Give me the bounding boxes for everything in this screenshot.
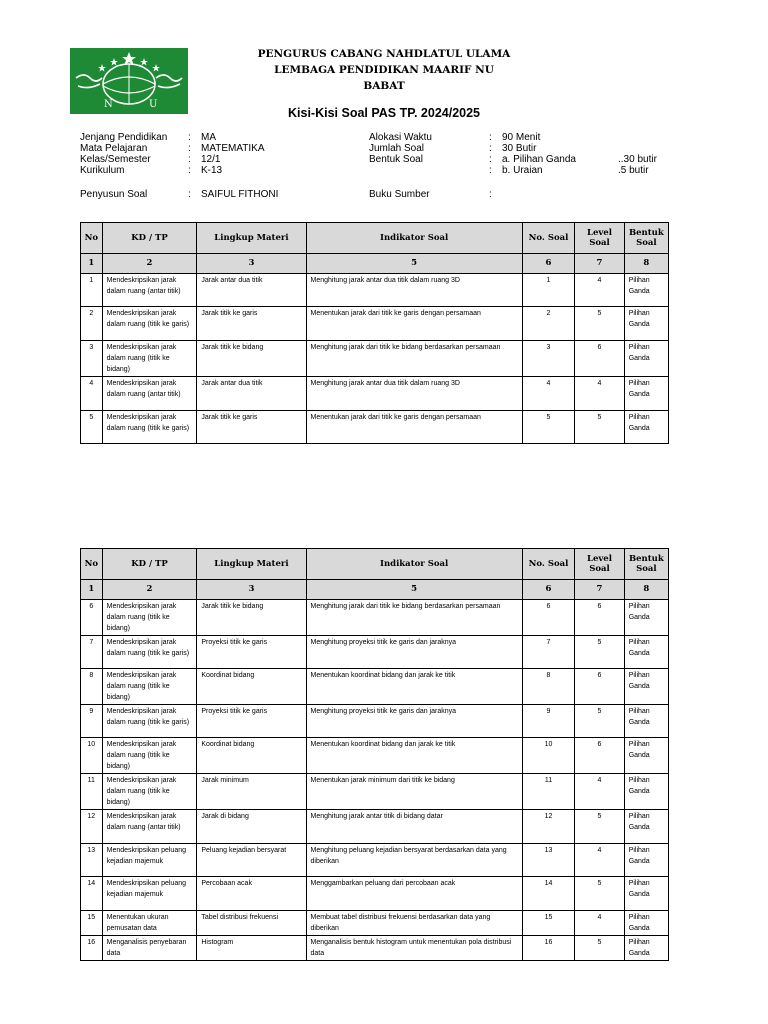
column-header: No. Soal (522, 549, 575, 580)
cell-materi: Percobaan acak (197, 877, 306, 911)
cell-level: 4 (575, 911, 624, 936)
cell-bentuk: Pilihan Ganda (624, 669, 668, 705)
cell-indikator: Menggambarkan peluang dari percobaan acak (306, 877, 522, 911)
column-number: 7 (575, 580, 624, 600)
cell-kd: Mendeskripsikan jarak dalam ruang (titik ke garis) (102, 411, 197, 444)
cell-bentuk: Pilihan Ganda (624, 411, 668, 444)
info-sep: : (489, 132, 492, 143)
cell-kd: Mendeskripsikan jarak dalam ruang (titik ke bidang) (102, 600, 197, 636)
cell-nosoal: 2 (522, 307, 575, 341)
cell-bentuk: Pilihan Ganda (624, 810, 668, 844)
cell-level: 5 (575, 810, 624, 844)
column-number: 3 (197, 254, 306, 274)
cell-bentuk: Pilihan Ganda (624, 600, 668, 636)
column-header: No. Soal (522, 223, 575, 254)
cell-no: 6 (81, 600, 103, 636)
cell-kd: Mendeskripsikan jarak dalam ruang (titik ke garis) (102, 636, 197, 669)
cell-level: 5 (575, 636, 624, 669)
table-row (81, 844, 669, 877)
cell-materi: Jarak antar dua titik (197, 377, 306, 411)
cell-level: 5 (575, 307, 624, 341)
penyusun-label: Penyusun Soal (80, 189, 148, 200)
cell-level: 5 (575, 705, 624, 738)
cell-nosoal: 13 (522, 844, 575, 877)
cell-level: 5 (575, 936, 624, 961)
column-number: 8 (624, 580, 668, 600)
cell-materi: Jarak titik ke bidang (197, 341, 306, 377)
cell-indikator: Menganalisis bentuk histogram untuk menentukan pola distribusi data (306, 936, 522, 961)
cell-nosoal: 10 (522, 738, 575, 774)
cell-no: 11 (81, 774, 103, 810)
org-line-1: PENGURUS CABANG NAHDLATUL ULAMA (257, 48, 511, 60)
cell-no: 15 (81, 911, 103, 936)
table-row (81, 377, 669, 411)
info-value: MA (201, 132, 216, 143)
info-value: a. Pilihan Ganda (502, 154, 576, 165)
column-number: 5 (306, 254, 522, 274)
table-row (81, 411, 669, 444)
info-label: Bentuk Soal (369, 154, 423, 165)
info-sep: : (188, 154, 191, 165)
penyusun-sep: : (188, 189, 191, 200)
column-header: KD / TP (102, 223, 197, 254)
info-sep: : (489, 154, 492, 165)
cell-level: 6 (575, 738, 624, 774)
column-header: Lingkup Materi (197, 549, 306, 580)
column-number: 1 (81, 580, 103, 600)
buku-sep: : (489, 189, 492, 200)
cell-materi: Histogram (197, 936, 306, 961)
cell-nosoal: 1 (522, 274, 575, 307)
column-header: Level Soal (575, 549, 624, 580)
cell-nosoal: 16 (522, 936, 575, 961)
column-header: KD / TP (102, 549, 197, 580)
cell-bentuk: Pilihan Ganda (624, 341, 668, 377)
cell-kd: Mendeskripsikan jarak dalam ruang (titik ke garis) (102, 705, 197, 738)
cell-materi: Jarak antar dua titik (197, 274, 306, 307)
cell-indikator: Menentukan jarak dari titik ke garis dengan persamaan (306, 411, 522, 444)
column-number-row (81, 580, 669, 600)
buku-label: Buku Sumber (369, 189, 430, 200)
logo-letter-u: U (149, 99, 158, 110)
cell-indikator: Menghitung peluang kejadian bersyarat berdasarkan data yang diberikan (306, 844, 522, 877)
cell-kd: Mendeskripsikan jarak dalam ruang (titik ke garis) (102, 307, 197, 341)
column-number-row (81, 254, 669, 274)
cell-bentuk: Pilihan Ganda (624, 377, 668, 411)
cell-nosoal: 12 (522, 810, 575, 844)
column-number: 2 (102, 580, 197, 600)
table-row (81, 738, 669, 774)
cell-level: 6 (575, 341, 624, 377)
cell-no: 16 (81, 936, 103, 961)
column-header: Bentuk Soal (624, 549, 668, 580)
org-line-3: BABAT (363, 80, 405, 92)
cell-no: 2 (81, 307, 103, 341)
cell-materi: Jarak di bidang (197, 810, 306, 844)
info-label: Jenjang Pendidikan (80, 132, 168, 143)
cell-no: 13 (81, 844, 103, 877)
table-row (81, 341, 669, 377)
cell-bentuk: Pilihan Ganda (624, 877, 668, 911)
cell-indikator: Menghitung proyeksi titik ke garis dan jaraknya (306, 705, 522, 738)
cell-nosoal: 4 (522, 377, 575, 411)
cell-level: 5 (575, 877, 624, 911)
cell-materi: Proyeksi titik ke garis (197, 705, 306, 738)
table-row (81, 274, 669, 307)
cell-indikator: Membuat tabel distribusi frekuensi berdasarkan data yang diberikan (306, 911, 522, 936)
column-header: Indikator Soal (306, 223, 522, 254)
info-label: Mata Pelajaran (80, 143, 148, 154)
column-header: Bentuk Soal (624, 223, 668, 254)
cell-kd: Mendeskripsikan jarak dalam ruang (titik ke bidang) (102, 669, 197, 705)
cell-kd: Mendeskripsikan peluang kejadian majemuk (102, 844, 197, 877)
info-value: b. Uraian (502, 165, 543, 176)
cell-nosoal: 11 (522, 774, 575, 810)
info-extra: .5 butir (618, 165, 649, 176)
info-label: Alokasi Waktu (369, 132, 432, 143)
info-value: 30 Butir (502, 143, 537, 154)
column-header: No (81, 549, 103, 580)
cell-materi: Peluang kejadian bersyarat (197, 844, 306, 877)
cell-kd: Mendeskripsikan jarak dalam ruang (antar titik) (102, 377, 197, 411)
cell-indikator: Menentukan jarak minimum dari titik ke bidang (306, 774, 522, 810)
column-number: 7 (575, 254, 624, 274)
cell-materi: Jarak titik ke bidang (197, 600, 306, 636)
cell-level: 4 (575, 274, 624, 307)
info-sep: : (188, 132, 191, 143)
cell-bentuk: Pilihan Ganda (624, 274, 668, 307)
info-sep: : (188, 165, 191, 176)
cell-materi: Jarak minimum (197, 774, 306, 810)
column-number: 8 (624, 254, 668, 274)
cell-bentuk: Pilihan Ganda (624, 307, 668, 341)
cell-kd: Menentukan ukuran pemusatan data (102, 911, 197, 936)
cell-kd: Mendeskripsikan jarak dalam ruang (titik ke bidang) (102, 774, 197, 810)
info-label: Jumlah Soal (369, 143, 425, 154)
info-sep: : (489, 165, 492, 176)
cell-kd: Menganalisis penyebaran data (102, 936, 197, 961)
cell-kd: Mendeskripsikan jarak dalam ruang (antar titik) (102, 810, 197, 844)
cell-no: 8 (81, 669, 103, 705)
cell-indikator: Menentukan jarak dari titik ke garis dengan persamaan (306, 307, 522, 341)
cell-kd: Mendeskripsikan jarak dalam ruang (titik ke bidang) (102, 341, 197, 377)
cell-bentuk: Pilihan Ganda (624, 844, 668, 877)
cell-kd: Mendeskripsikan jarak dalam ruang (antar titik) (102, 274, 197, 307)
info-label: Kurikulum (80, 165, 125, 176)
cell-materi: Tabel distribusi frekuensi (197, 911, 306, 936)
table-row (81, 774, 669, 810)
cell-level: 4 (575, 844, 624, 877)
cell-bentuk: Pilihan Ganda (624, 705, 668, 738)
cell-level: 4 (575, 377, 624, 411)
info-extra: ..30 butir (618, 154, 657, 165)
column-header: Indikator Soal (306, 549, 522, 580)
cell-indikator: Menghitung jarak antar dua titik dalam ruang 3D (306, 377, 522, 411)
cell-nosoal: 5 (522, 411, 575, 444)
cell-nosoal: 6 (522, 600, 575, 636)
cell-indikator: Menghitung jarak antar dua titik dalam ruang 3D (306, 274, 522, 307)
penyusun-value: SAIFUL FITHONI (201, 189, 279, 200)
cell-indikator: Menentukan koordinat bidang dan jarak ke titik (306, 738, 522, 774)
cell-kd: Mendeskripsikan jarak dalam ruang (titik ke bidang) (102, 738, 197, 774)
column-number: 6 (522, 254, 575, 274)
nu-logo (70, 48, 188, 114)
column-number: 1 (81, 254, 103, 274)
kisi-table-1 (80, 222, 669, 444)
table-row (81, 669, 669, 705)
cell-bentuk: Pilihan Ganda (624, 738, 668, 774)
cell-no: 12 (81, 810, 103, 844)
cell-no: 14 (81, 877, 103, 911)
table-row (81, 307, 669, 341)
table-row (81, 877, 669, 911)
cell-bentuk: Pilihan Ganda (624, 774, 668, 810)
cell-no: 7 (81, 636, 103, 669)
cell-no: 9 (81, 705, 103, 738)
column-number: 6 (522, 580, 575, 600)
document-title: Kisi-Kisi Soal PAS TP. 2024/2025 (288, 106, 480, 120)
table-row (81, 810, 669, 844)
column-header: Lingkup Materi (197, 223, 306, 254)
table-row (81, 636, 669, 669)
cell-nosoal: 9 (522, 705, 575, 738)
cell-materi: Koordinat bidang (197, 738, 306, 774)
logo-letter-n: N (104, 99, 113, 110)
column-number: 2 (102, 254, 197, 274)
info-value: 12/1 (201, 154, 221, 165)
table-row (81, 600, 669, 636)
cell-nosoal: 14 (522, 877, 575, 911)
table-row (81, 936, 669, 961)
header-row (81, 223, 669, 254)
column-header: No (81, 223, 103, 254)
info-label: Kelas/Semester (80, 154, 151, 165)
cell-level: 6 (575, 669, 624, 705)
cell-indikator: Menghitung jarak antar titik di bidang datar (306, 810, 522, 844)
cell-no: 3 (81, 341, 103, 377)
column-header: Level Soal (575, 223, 624, 254)
cell-level: 4 (575, 774, 624, 810)
info-value: 90 Menit (502, 132, 541, 143)
cell-kd: Mendeskripsikan peluang kejadian majemuk (102, 877, 197, 911)
cell-level: 6 (575, 600, 624, 636)
cell-no: 10 (81, 738, 103, 774)
table-row (81, 911, 669, 936)
table-row (81, 705, 669, 738)
column-number: 5 (306, 580, 522, 600)
info-sep: : (188, 143, 191, 154)
header-row (81, 549, 669, 580)
info-value: MATEMATIKA (201, 143, 265, 154)
cell-indikator: Menghitung jarak dari titik ke bidang berdasarkan persamaan (306, 600, 522, 636)
cell-nosoal: 15 (522, 911, 575, 936)
cell-level: 5 (575, 411, 624, 444)
cell-materi: Jarak titik ke garis (197, 307, 306, 341)
cell-no: 5 (81, 411, 103, 444)
cell-nosoal: 7 (522, 636, 575, 669)
cell-indikator: Menghitung proyeksi titik ke garis dan jaraknya (306, 636, 522, 669)
kisi-table-2 (80, 548, 669, 961)
cell-nosoal: 3 (522, 341, 575, 377)
cell-materi: Jarak titik ke garis (197, 411, 306, 444)
info-sep: : (489, 143, 492, 154)
cell-indikator: Menentukan koordinat bidang dan jarak ke titik (306, 669, 522, 705)
cell-indikator: Menghitung jarak dari titik ke bidang berdasarkan persamaan (306, 341, 522, 377)
column-number: 3 (197, 580, 306, 600)
cell-no: 4 (81, 377, 103, 411)
cell-bentuk: Pilihan Ganda (624, 911, 668, 936)
cell-no: 1 (81, 274, 103, 307)
cell-materi: Proyeksi titik ke garis (197, 636, 306, 669)
info-value: K-13 (201, 165, 223, 176)
cell-bentuk: Pilihan Ganda (624, 936, 668, 961)
cell-bentuk: Pilihan Ganda (624, 636, 668, 669)
org-line-2: LEMBAGA PENDIDIKAN MAARIF NU (274, 64, 494, 76)
cell-nosoal: 8 (522, 669, 575, 705)
cell-materi: Koordinat bidang (197, 669, 306, 705)
